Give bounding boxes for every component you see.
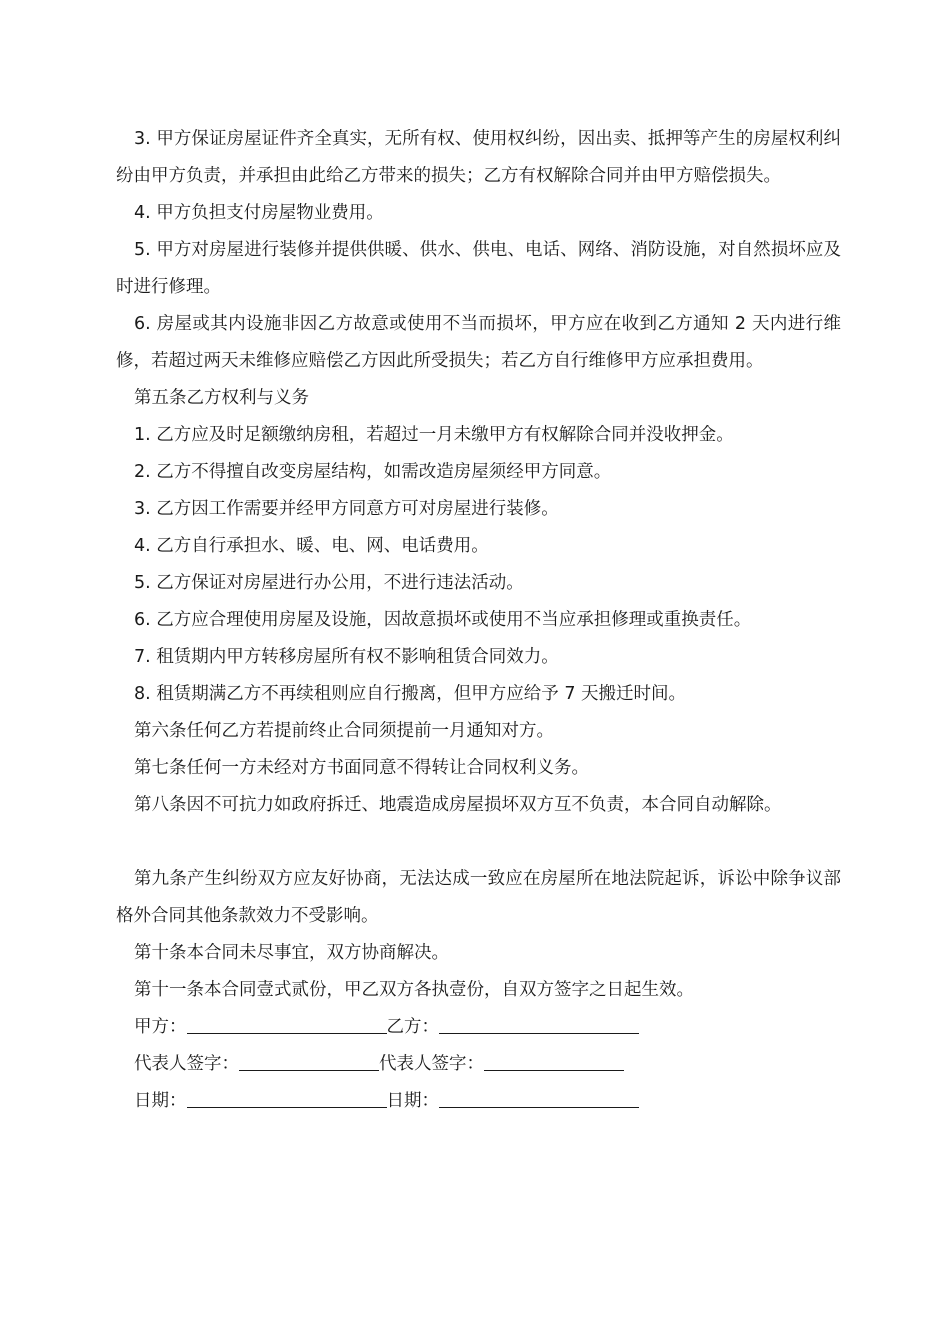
party-b-blank[interactable] bbox=[439, 1015, 639, 1034]
rep-a-blank[interactable] bbox=[239, 1052, 379, 1071]
representative-signature-row bbox=[116, 1046, 841, 1083]
date-signature-row bbox=[116, 1083, 841, 1120]
clause-5-item-2: 2. 乙方不得擅自改变房屋结构，如需改造房屋须经甲方同意。 bbox=[134, 462, 612, 482]
rep-b-blank[interactable] bbox=[484, 1052, 624, 1071]
clause-10: 第十条本合同未尽事宜，双方协商解决。 bbox=[134, 943, 449, 963]
clause-9: 第九条产生纠纷双方应友好协商，无法达成一致应在房屋所在地法院起诉，诉讼中除争议部格外合同其他条款效力不受影响。 bbox=[116, 869, 841, 926]
party-a-label: 甲方： bbox=[134, 1017, 187, 1037]
clause-4-item-6: 6. 房屋或其内设施非因乙方故意或使用不当而损坏，甲方应在收到乙方通知 2 天内进行维修，若超过两天未维修应赔偿乙方因此所受损失；若乙方自行维修甲方应承担费用。 bbox=[116, 314, 841, 371]
rep-b-label: 代表人签字： bbox=[379, 1054, 484, 1074]
clause-5-item-5: 5. 乙方保证对房屋进行办公用，不进行违法活动。 bbox=[134, 573, 524, 593]
clause-11: 第十一条本合同壹式贰份，甲乙双方各执壹份，自双方签字之日起生效。 bbox=[134, 980, 694, 1000]
clause-5-item-1: 1. 乙方应及时足额缴纳房租，若超过一月未缴甲方有权解除合同并没收押金。 bbox=[134, 425, 734, 445]
date-a-blank[interactable] bbox=[187, 1089, 387, 1108]
clause-4-item-5: 5. 甲方对房屋进行装修并提供供暖、供水、供电、电话、网络、消防设施，对自然损坏应及时进行修理。 bbox=[116, 240, 841, 297]
party-a-blank[interactable] bbox=[187, 1015, 387, 1034]
date-a-label: 日期： bbox=[134, 1091, 187, 1111]
rep-a-label: 代表人签字： bbox=[134, 1054, 239, 1074]
clause-5-item-3: 3. 乙方因工作需要并经甲方同意方可对房屋进行装修。 bbox=[134, 499, 559, 519]
clause-5-item-4: 4. 乙方自行承担水、暖、电、网、电话费用。 bbox=[134, 536, 489, 556]
clause-8: 第八条因不可抗力如政府拆迁、地震造成房屋损坏双方互不负责，本合同自动解除。 bbox=[134, 795, 782, 815]
date-b-blank[interactable] bbox=[439, 1089, 639, 1108]
party-b-label: 乙方： bbox=[386, 1017, 439, 1037]
party-signature-row bbox=[116, 1009, 841, 1046]
date-b-label: 日期： bbox=[386, 1091, 439, 1111]
clause-4-item-4: 4. 甲方负担支付房屋物业费用。 bbox=[134, 203, 384, 223]
clause-5-item-7: 7. 租赁期内甲方转移房屋所有权不影响租赁合同效力。 bbox=[134, 647, 559, 667]
clause-5-item-8: 8. 租赁期满乙方不再续租则应自行搬离，但甲方应给予 7 天搬迁时间。 bbox=[134, 684, 687, 704]
clause-5-heading: 第五条乙方权利与义务 bbox=[134, 388, 309, 408]
clause-5-item-6: 6. 乙方应合理使用房屋及设施，因故意损坏或使用不当应承担修理或重换责任。 bbox=[134, 610, 752, 630]
contract-body bbox=[116, 121, 841, 1120]
blank-line bbox=[116, 824, 841, 861]
clause-7: 第七条任何一方未经对方书面同意不得转让合同权利义务。 bbox=[134, 758, 589, 778]
clause-6: 第六条任何乙方若提前终止合同须提前一月通知对方。 bbox=[134, 721, 554, 741]
clause-4-item-3: 3. 甲方保证房屋证件齐全真实，无所有权、使用权纠纷，因出卖、抵押等产生的房屋权利纠纷由甲方负责，并承担由此给乙方带来的损失；乙方有权解除合同并由甲方赔偿损失。 bbox=[116, 129, 841, 186]
